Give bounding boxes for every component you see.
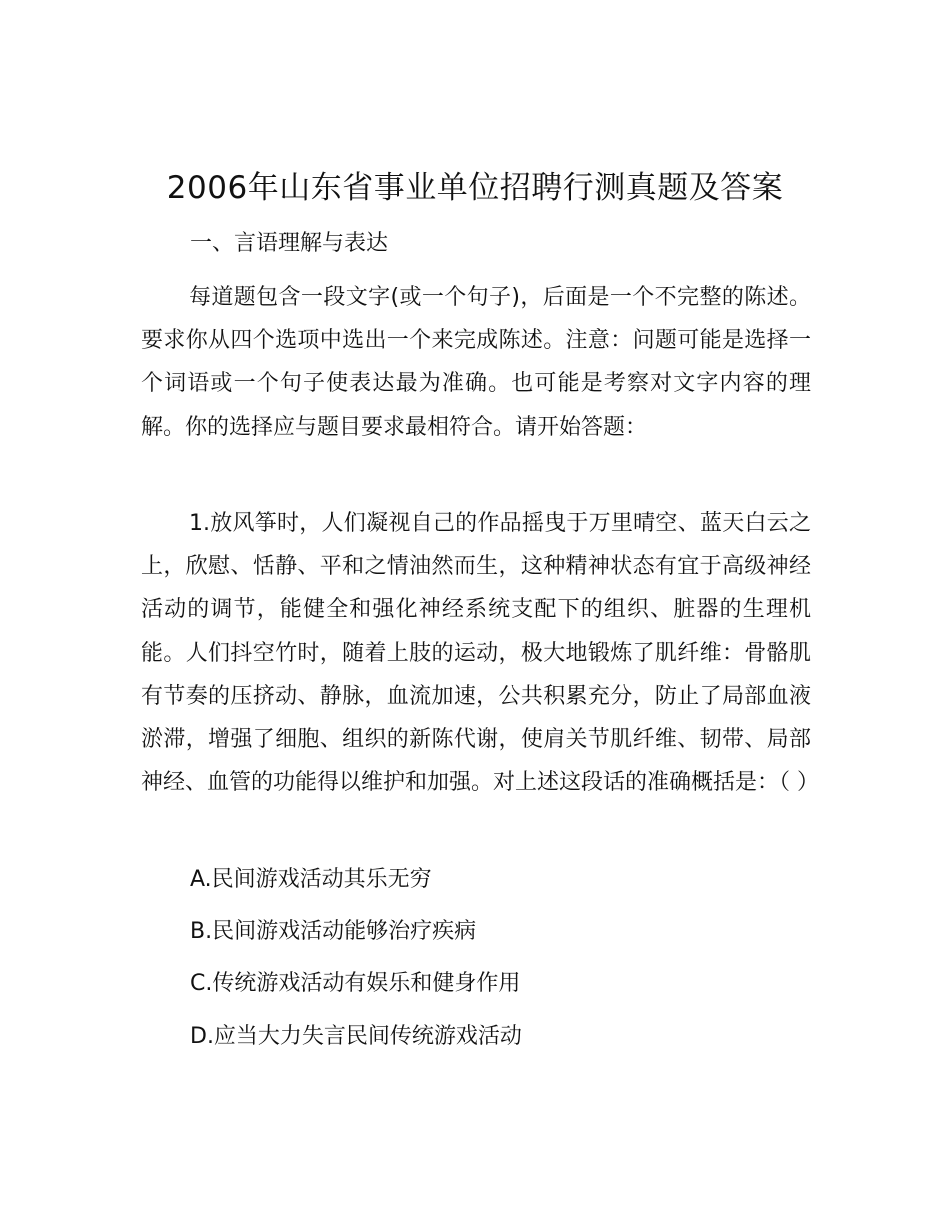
option-a: A.民间游戏活动其乐无穷 bbox=[190, 867, 432, 892]
instructions-paragraph: 每道题包含一段文字(或一个句子)，后面是一个不完整的陈述。要求你从四个选项中选出一个来完成陈述。注意：问题可能是选择一个词语或一个句子使表达最为准确。也可能是考察对文字内容的理解。你的选择应与题目要求最相符合。请开始答题： bbox=[141, 285, 811, 440]
section-heading: 一、言语理解与表达 bbox=[190, 231, 389, 256]
option-d: D.应当大力失言民间传统游戏活动 bbox=[190, 1024, 522, 1049]
option-b: B.民间游戏活动能够治疗疾病 bbox=[190, 919, 477, 944]
question-1-stem: 1.放风筝时，人们凝视自己的作品摇曳于万里晴空、蓝天白云之上，欣慰、恬静、平和之情油然而生，这种精神状态有宜于高级神经活动的调节，能健全和强化神经系统支配下的组织、脏器的生理机能。人们抖空竹时，随着上肢的运动，极大地锻炼了肌纤维：骨骼肌有节奏的压挤动、静脉，血流加速，公共积累充分，防止了局部血液淤滞，增强了细胞、组织的新陈代谢，使肩关节肌纤维、韧带、局部神经、血管的功能得以维护和加强。对上述这段话的准确概括是：（ ） bbox=[141, 511, 819, 796]
option-c: C.传统游戏活动有娱乐和健身作用 bbox=[190, 971, 521, 996]
document-title: 2006年山东省事业单位招聘行测真题及答案 bbox=[166, 170, 784, 206]
